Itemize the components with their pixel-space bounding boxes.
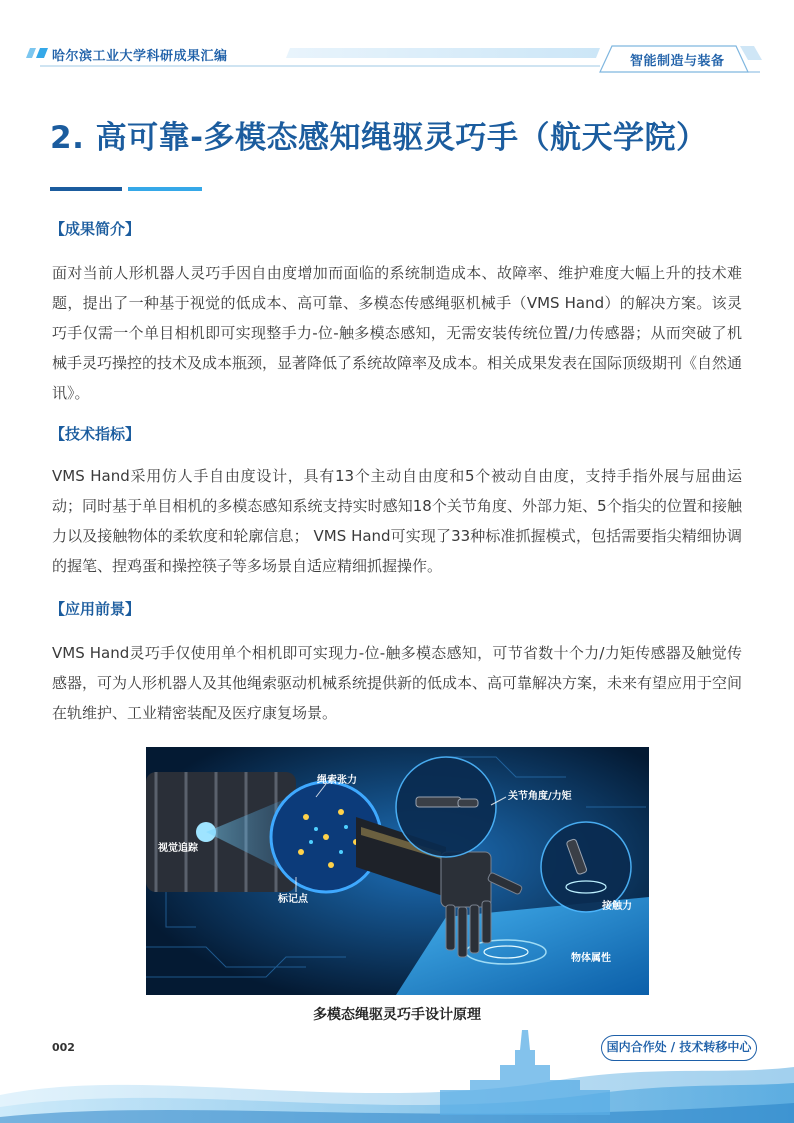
- title-underline-light: [128, 187, 202, 191]
- page-number: 002: [52, 1041, 75, 1054]
- section-heading-applications: 【应用前景】: [50, 600, 141, 618]
- section-body-applications: VMS Hand灵巧手仅使用单个相机即可实现力-位-触多模态感知，可节省数十个力/力矩传感器及触觉传感器，可为人形机器人及其他绳索驱动机械系统提供新的低成本、高可靠解决方案，未来有望应用于空间在轨维护、工业精密装配及医疗康复场景。: [52, 644, 743, 722]
- figure-label-object-property: 物体属性: [571, 953, 611, 964]
- robot-hand-figure: [146, 747, 649, 995]
- figure-label-visual-tracking: 视觉追踪: [158, 843, 198, 854]
- page-title: 2. 高可靠-多模态感知绳驱灵巧手（航天学院）: [50, 120, 708, 156]
- header-right-tag: 智能制造与装备: [630, 54, 725, 69]
- header-left-title: 哈尔滨工业大学科研成果汇编: [52, 49, 228, 64]
- section-body-summary: 面对当前人形机器人灵巧手因自由度增加而面临的系统制造成本、故障率、维护难度大幅上升的技术难题，提出了一种基于视觉的低成本、高可靠、多模态传感绳驱机械手（VMS Hand）的解决方案。该灵巧手仅需一个单目相机即可实现整手力-位-触多模态感知，无需安装传统位置/力传感器；从而突破了机械手灵巧操控的技术及成本瓶颈，显著降低了系统故障率及成本。相关成果发表在国际顶级期刊《自然通讯》。: [52, 264, 743, 402]
- figure-label-contact-force: 接触力: [602, 901, 632, 912]
- title-underline-dark: [50, 187, 122, 191]
- figure-label-rope-tension: 绳索张力: [317, 775, 357, 786]
- section-body-specs: VMS Hand采用仿人手自由度设计，具有13个主动自由度和5个被动自由度，支持手指外展与屈曲运动；同时基于单目相机的多模态感知系统支持实时感知18个关节角度、外部力矩、5个指尖的位置和接触力以及接触物体的柔软度和轮廓信息； VMS Hand可实现了33种标准抓握模式，包括需要指尖精细协调的握笔、捏鸡蛋和操控筷子等多场景自适应精细抓握操作。: [52, 467, 742, 575]
- figure-caption: 多模态绳驱灵巧手设计原理: [313, 1007, 481, 1023]
- section-heading-summary: 【成果简介】: [50, 220, 141, 238]
- section-heading-specs: 【技术指标】: [50, 425, 141, 443]
- department-badge: 国内合作处 / 技术转移中心: [601, 1035, 757, 1061]
- building-silhouette-icon: [440, 1030, 610, 1115]
- page-header: [0, 0, 794, 80]
- figure-label-marker: 标记点: [278, 894, 308, 905]
- figure-label-joint-angle: 关节角度/力矩: [508, 791, 572, 802]
